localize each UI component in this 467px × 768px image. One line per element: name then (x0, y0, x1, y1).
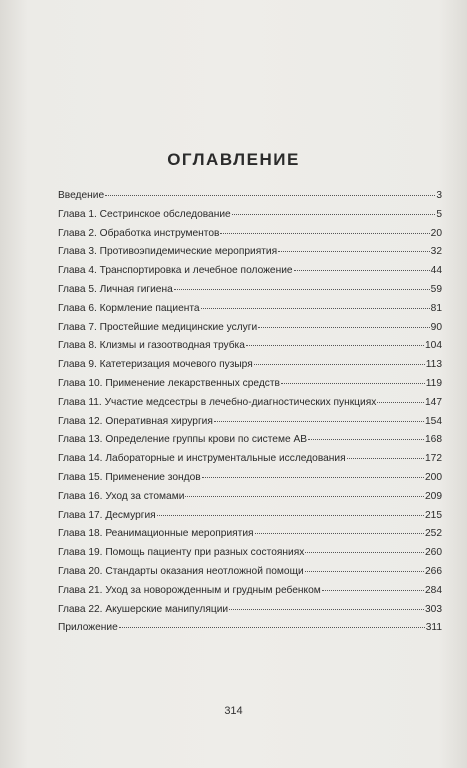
toc-entry-page-number: 311 (425, 622, 442, 634)
toc-entry-page-number: 59 (430, 283, 442, 295)
toc-dot-leader (157, 515, 424, 516)
toc-entry (58, 356, 442, 375)
toc-dot-leader (220, 233, 429, 234)
toc-entry-title: Глава 14. Лабораторные и инструментальные исследования (58, 453, 346, 465)
toc-entry (58, 206, 442, 225)
toc-entry-title: Глава 17. Десмургия (58, 509, 156, 521)
toc-dot-leader (322, 590, 424, 591)
toc-entry-page-number: 252 (425, 528, 442, 540)
toc-entry-page-number: 119 (425, 377, 442, 389)
toc-entry (58, 300, 442, 319)
toc-entry (58, 525, 442, 544)
toc-entry (58, 619, 442, 638)
toc-entry-title: Глава 13. Определение группы крови по системе АВ (58, 434, 308, 446)
toc-dot-leader (254, 364, 425, 365)
toc-entry-page-number: 44 (430, 265, 442, 277)
toc-entry (58, 337, 442, 356)
toc-entry (58, 563, 442, 582)
toc-entry-title: Глава 8. Клизмы и газоотводная трубка (58, 340, 245, 352)
toc-dot-leader (246, 345, 424, 346)
toc-entry-page-number: 284 (425, 584, 442, 596)
toc-entry (58, 469, 442, 488)
toc-entry (58, 488, 442, 507)
table-of-contents (58, 187, 442, 638)
toc-entry (58, 319, 442, 338)
toc-entry-page-number: 104 (425, 340, 442, 352)
toc-dot-leader (174, 289, 430, 290)
toc-entry-page-number: 168 (425, 434, 442, 446)
toc-entry-page-number: 266 (425, 565, 442, 577)
toc-dot-leader (232, 214, 436, 215)
toc-entry-title: Глава 1. Сестринское обследование (58, 208, 231, 220)
toc-entry-page-number: 90 (430, 321, 442, 333)
toc-dot-leader (255, 533, 424, 534)
toc-entry-title: Глава 7. Простейшие медицинские услуги (58, 321, 258, 333)
toc-dot-leader (308, 439, 424, 440)
toc-dot-leader (229, 609, 424, 610)
toc-entry-title: Глава 5. Личная гигиена (58, 283, 173, 295)
page-title: ОГЛАВЛЕНИЕ (167, 150, 300, 169)
toc-entry (58, 243, 442, 262)
toc-entry-page-number: 172 (425, 453, 442, 465)
toc-entry-title: Глава 9. Катетеризация мочевого пузыря (58, 359, 253, 371)
toc-entry-page-number: 303 (425, 603, 442, 615)
toc-entry (58, 582, 442, 601)
toc-entry-page-number: 5 (436, 208, 442, 220)
toc-dot-leader (185, 496, 424, 497)
toc-entry-title: Глава 19. Помощь пациенту при разных состояниях (58, 547, 305, 559)
toc-entry-title: Глава 15. Применение зондов (58, 471, 201, 483)
toc-dot-leader (214, 421, 424, 422)
toc-entry-page-number: 215 (425, 509, 442, 521)
toc-entry-title: Глава 12. Оперативная хирургия (58, 415, 213, 427)
toc-entry (58, 413, 442, 432)
toc-dot-leader (347, 458, 424, 459)
toc-entry (58, 187, 442, 206)
toc-entry-page-number: 147 (425, 396, 442, 408)
toc-entry (58, 225, 442, 244)
toc-entry (58, 544, 442, 563)
toc-entry-title: Глава 16. Уход за стомами (58, 490, 185, 502)
toc-entry (58, 281, 442, 300)
toc-entry-title: Введение (58, 190, 105, 201)
toc-dot-leader (281, 383, 425, 384)
toc-entry-page-number: 260 (425, 547, 442, 559)
toc-entry (58, 394, 442, 413)
toc-dot-leader (201, 308, 430, 309)
toc-entry-title: Глава 20. Стандарты оказания неотложной помощи (58, 565, 304, 577)
toc-entry-page-number: 209 (425, 490, 442, 502)
toc-entry (58, 450, 442, 469)
toc-dot-leader (278, 251, 430, 252)
toc-dot-leader (105, 195, 435, 196)
toc-entry (58, 375, 442, 394)
toc-entry-title: Глава 6. Кормление пациента (58, 302, 200, 314)
page-number: 314 (224, 705, 243, 717)
toc-entry-title: Глава 3. Противоэпидемические мероприятия (58, 246, 278, 258)
toc-dot-leader (258, 327, 429, 328)
toc-dot-leader (305, 552, 424, 553)
toc-entry-page-number: 113 (425, 359, 442, 371)
toc-dot-leader (202, 477, 424, 478)
toc-entry-page-number: 3 (436, 190, 442, 201)
toc-entry (58, 431, 442, 450)
toc-entry-title: Глава 21. Уход за новорожденным и грудным ребенком (58, 584, 321, 596)
toc-dot-leader (119, 627, 425, 628)
toc-dot-leader (377, 402, 424, 403)
toc-dot-leader (294, 270, 430, 271)
toc-dot-leader (305, 571, 424, 572)
toc-entry-title: Приложение (58, 622, 118, 634)
toc-entry-title: Глава 10. Применение лекарственных средств (58, 377, 280, 389)
toc-entry (58, 507, 442, 526)
toc-entry-title: Глава 4. Транспортировка и лечебное положение (58, 265, 293, 277)
toc-entry-page-number: 200 (425, 471, 442, 483)
toc-entry (58, 262, 442, 281)
toc-entry-title: Глава 11. Участие медсестры в лечебно-диагностических пункциях (58, 396, 377, 408)
toc-entry-title: Глава 22. Акушерские манипуляции (58, 603, 229, 615)
toc-entry-page-number: 81 (430, 302, 442, 314)
toc-entry-page-number: 20 (430, 227, 442, 239)
toc-entry-page-number: 154 (425, 415, 442, 427)
toc-entry-title: Глава 18. Реанимационные мероприятия (58, 528, 254, 540)
toc-entry (58, 601, 442, 620)
toc-entry-page-number: 32 (430, 246, 442, 258)
toc-entry-title: Глава 2. Обработка инструментов (58, 227, 220, 239)
